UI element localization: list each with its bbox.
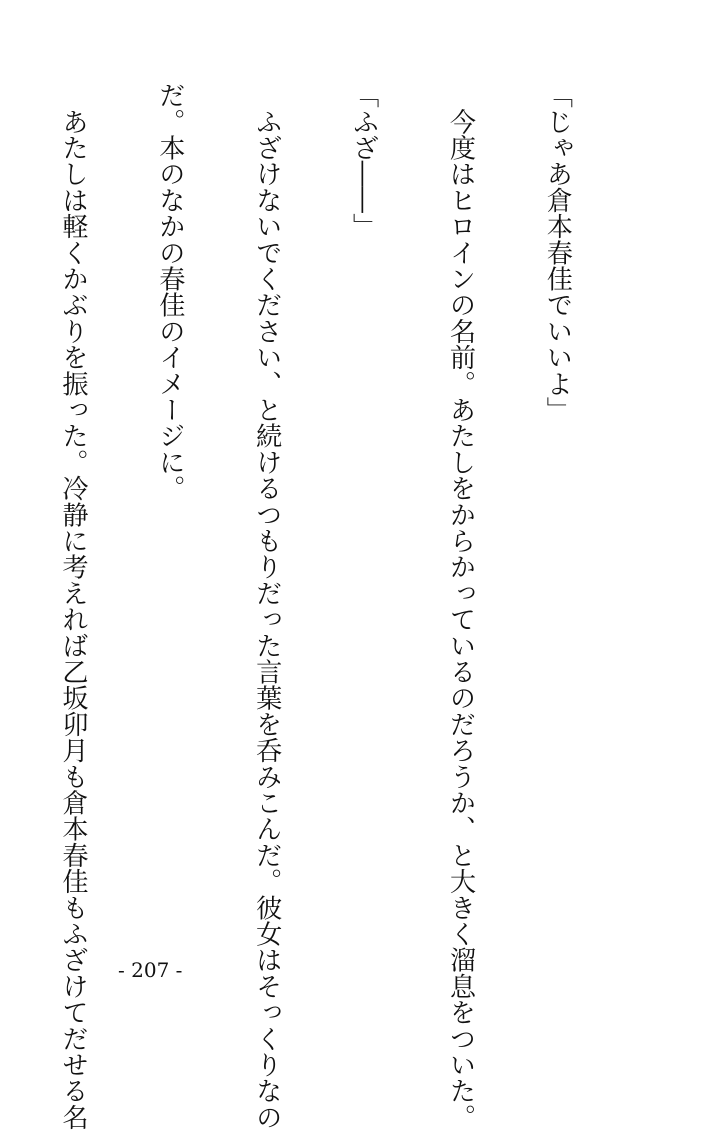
text-line-3: 「ふざ――」: [348, 82, 379, 240]
text-line-2: 今度はヒロインの名前。あたしをからかっているのだろうか、と大きく溜息をついた。: [445, 82, 476, 1130]
text-line-6: あたしは軽くかぶりを振った。冷静に考えれば乙坂卯月も倉本春佳もふざけてだせる名: [57, 82, 88, 1130]
page-number: - 207 -: [118, 958, 183, 982]
text-line-1: 「じゃあ倉本春佳でいいよ」: [542, 82, 573, 423]
text-line-4: ふざけないでください、と続けるつもりだった言葉を呑みこんだ。彼女はそっくりなの: [251, 82, 282, 1130]
text-line-5: だ。本のなかの春佳のイメージに。: [154, 82, 185, 502]
